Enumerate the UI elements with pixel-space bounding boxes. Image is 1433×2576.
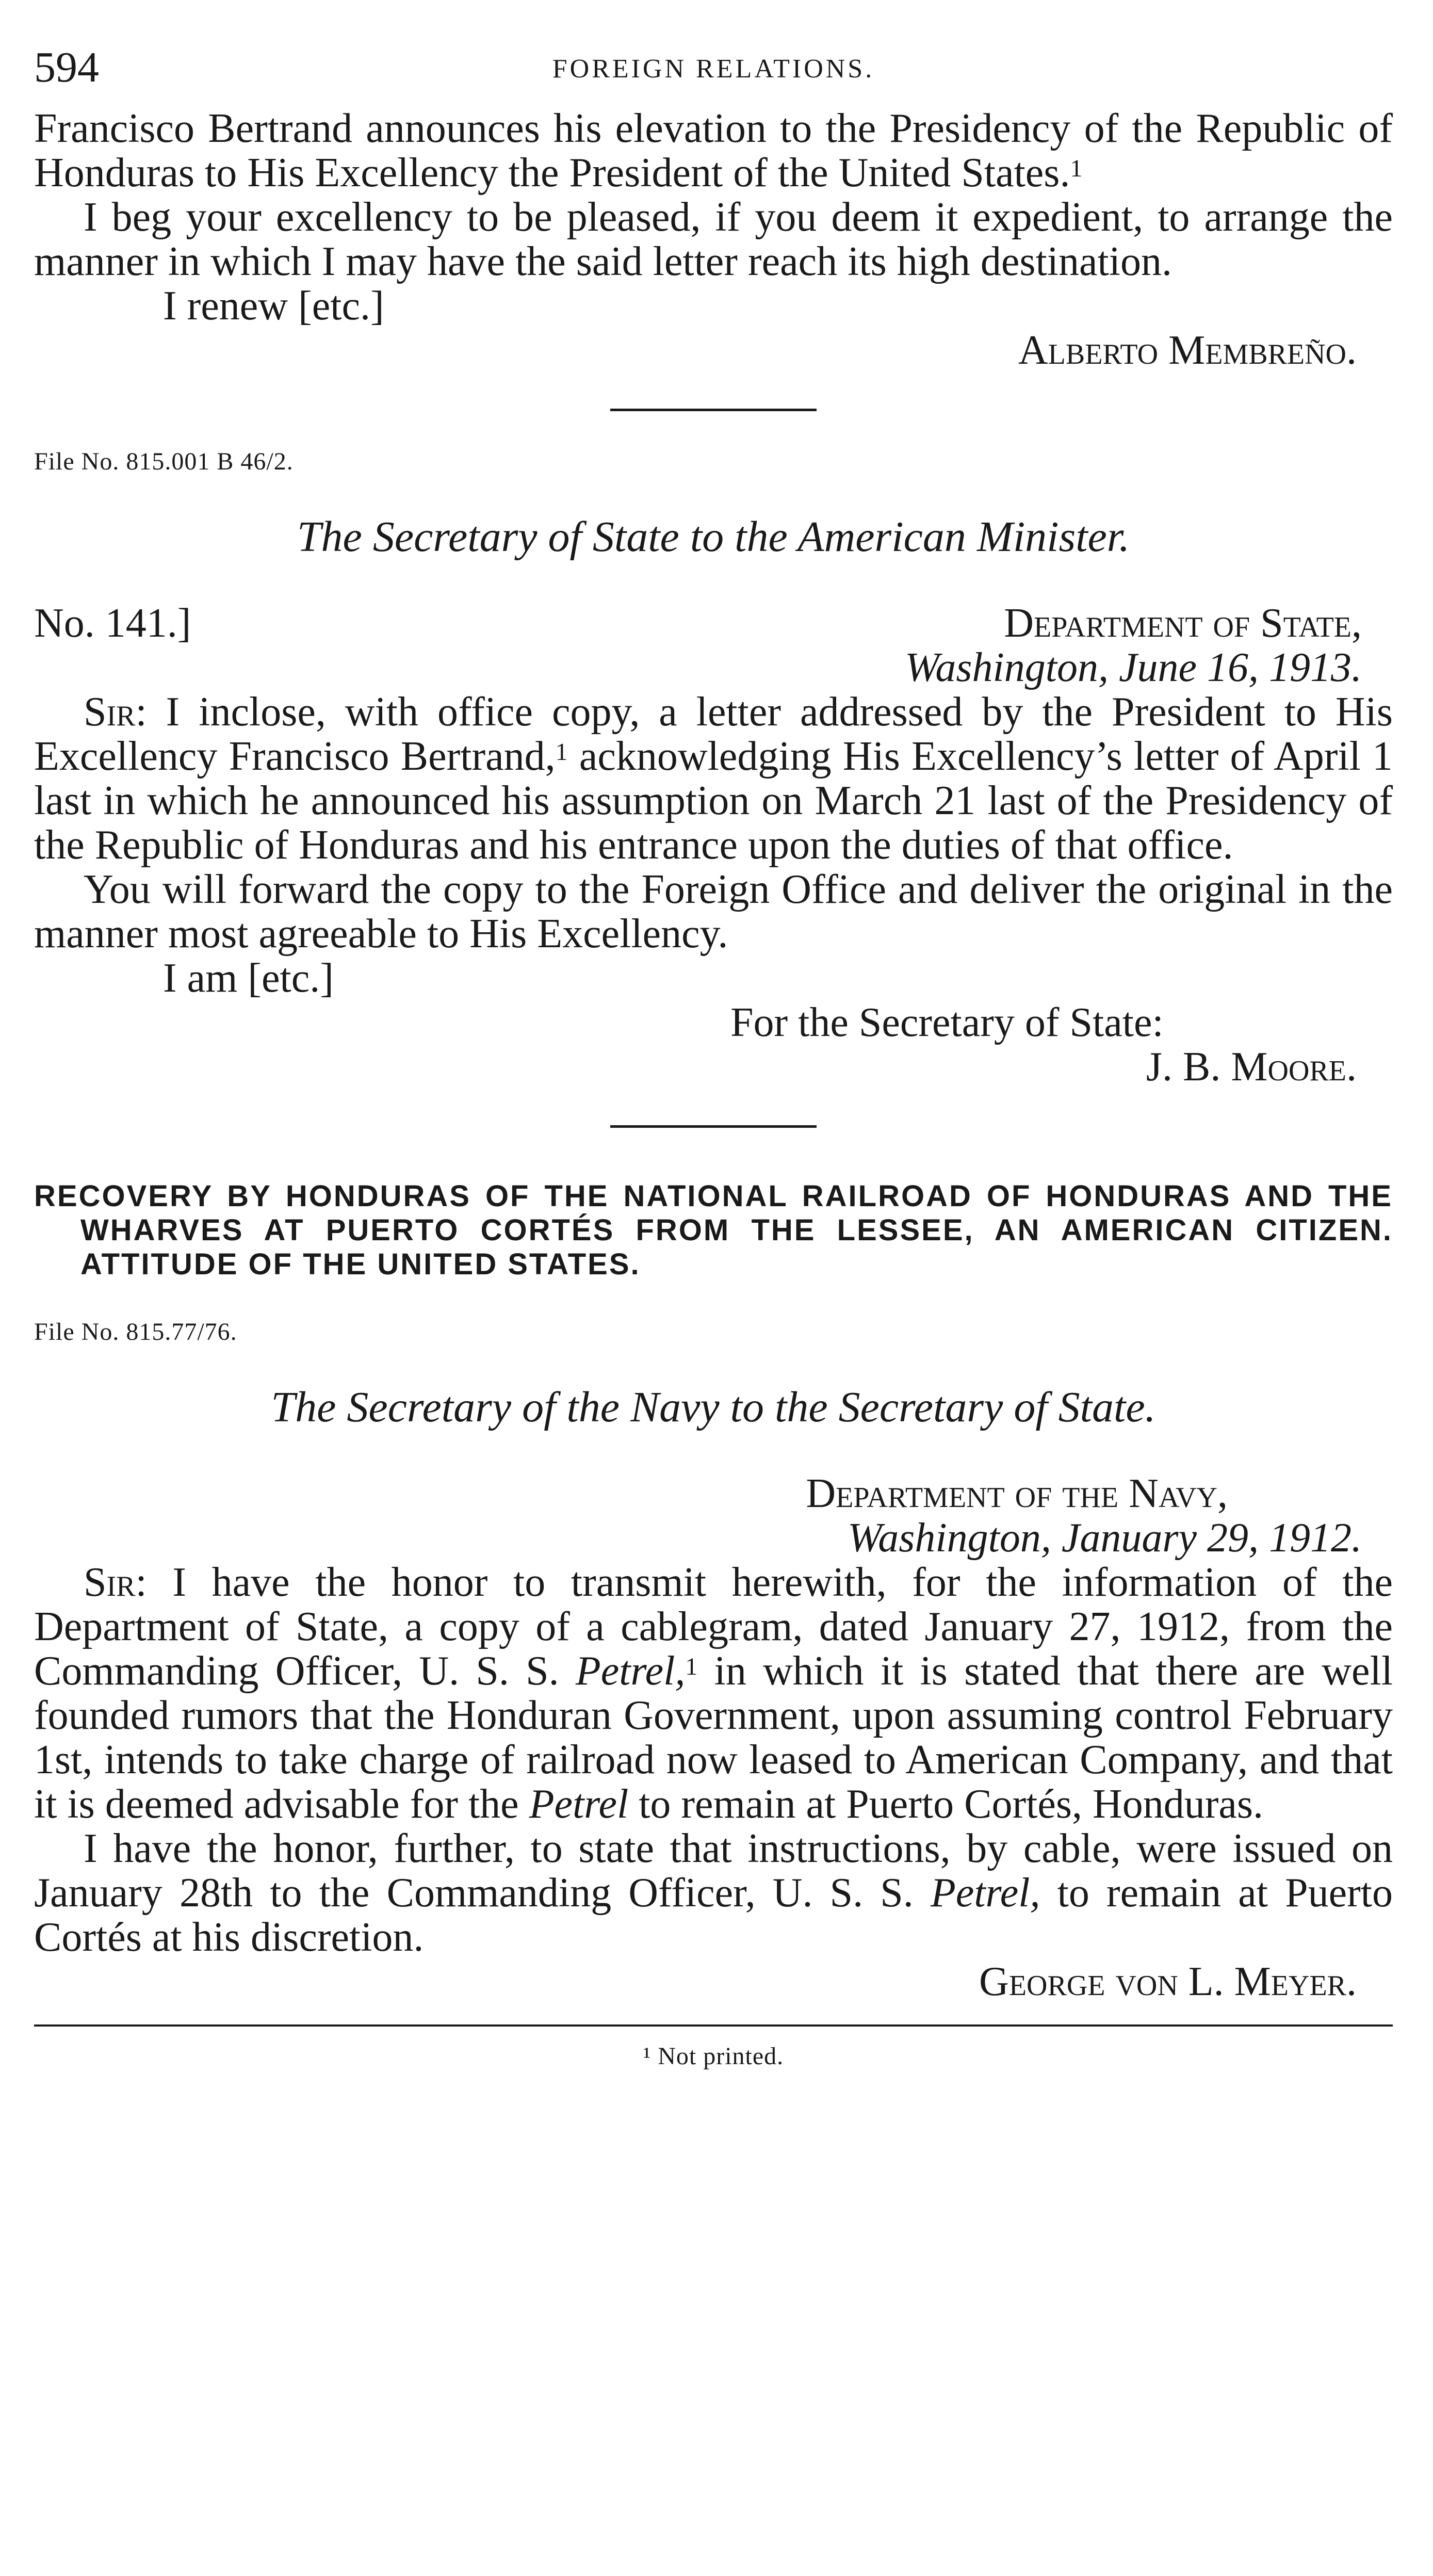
- doc3-department: Department of the Navy,: [806, 1471, 1228, 1516]
- doc3-paragraph-2: I have the honor, further, to state that instructions, by cable, were issued on January 28th to the Commanding Officer, U. S. S. Petrel, to remain at Puerto Cortés at his discretion.: [34, 1826, 1393, 1960]
- doc1-paragraph-2: I beg your excellency to be pleased, if you deem it expedient, to arrange the manner in which I may have the said letter reach its high destination.: [34, 195, 1393, 284]
- doc2-paragraph-2: You will forward the copy to the Foreign Office and deliver the original in the manner most agreeable to His Excellency.: [34, 867, 1393, 957]
- doc2-department: Department of State,: [1004, 601, 1362, 646]
- ship-name: Petrel,: [575, 1648, 686, 1694]
- footnote-marker: 1: [1070, 155, 1083, 182]
- doc3-paragraph-1: Sir: I have the honor to transmit herewith, for the information of the Department of State, a copy of a cablegram, dated January 27, 1912, from the Commanding Officer, U. S. S. Petrel,$^1$ in which it is stated that there are well founded rumors that the Honduran Government, upon assuming control February 1st, intends to take charge of railroad now leased to American Company, and that it is deemed advisable for the Petrel to remain at Puerto Cortés, Honduras.: [34, 1560, 1393, 1827]
- doc2-file-number: File No. 815.001 B 46/2.: [34, 448, 294, 475]
- doc1-signature: Alberto Membreño.: [1018, 328, 1357, 373]
- doc3-dateline: Washington, January 29, 1912.: [847, 1515, 1362, 1561]
- doc2-for-line: For the Secretary of State:: [730, 1000, 1164, 1045]
- doc3-title: The Secretary of the Navy to the Secretary of State.: [271, 1383, 1156, 1431]
- running-title: FOREIGN RELATIONS.: [552, 54, 875, 84]
- salutation: Sir:: [84, 1560, 147, 1605]
- doc3-signature: George von L. Meyer.: [979, 1959, 1357, 2004]
- footnote-marker: 1: [685, 1653, 698, 1680]
- footnote-marker: 1: [555, 738, 568, 766]
- ship-name: Petrel: [529, 1781, 629, 1827]
- doc1-paragraph-1: Francisco Bertrand announces his elevation to the Presidency of the Republic of Honduras to His Excellency the President of the United States.$^1$: [34, 106, 1393, 196]
- doc2-number-line: [34, 601, 1393, 645]
- doc2-signature: J. B. Moore.: [1146, 1044, 1357, 1090]
- salutation: Sir:: [84, 689, 147, 735]
- document-page: [34, 42, 1393, 2550]
- doc3-file-number: File No. 815.77/76.: [34, 1318, 237, 1346]
- doc2-number: No. 141.]: [34, 601, 191, 646]
- doc2-signature-block: [34, 1000, 1393, 1089]
- doc2-paragraph-1: Sir: I inclose, with office copy, a letter addressed by the President to His Excellency Francisco Bertrand,$^1$ acknowledging His Excellency’s letter of April 1 last in which he announced his assumption on March 21 last of the Presidency of the Republic of Honduras and his entrance upon the duties of that office.: [34, 689, 1393, 868]
- doc2-closing: I am [etc.]: [163, 955, 334, 1001]
- doc2-title: The Secretary of State to the American Minister.: [297, 513, 1130, 561]
- page-number: 594: [34, 43, 99, 91]
- doc1-renew: I renew [etc.]: [163, 283, 384, 329]
- doc2-dateline: Washington, June 16, 1913.: [905, 645, 1362, 690]
- section-heading: RECOVERY BY HONDURAS OF THE NATIONAL RAILROAD OF HONDURAS AND THE WHARVES AT PUERTO CORTÉS FROM THE LESSEE, AN AMERICAN CITIZEN. ATTITUDE OF THE UNITED STATES.: [34, 1179, 1393, 1281]
- footnote: ¹ Not printed.: [643, 2043, 784, 2070]
- running-header: [34, 42, 1393, 99]
- ship-name: Petrel,: [930, 1870, 1040, 1916]
